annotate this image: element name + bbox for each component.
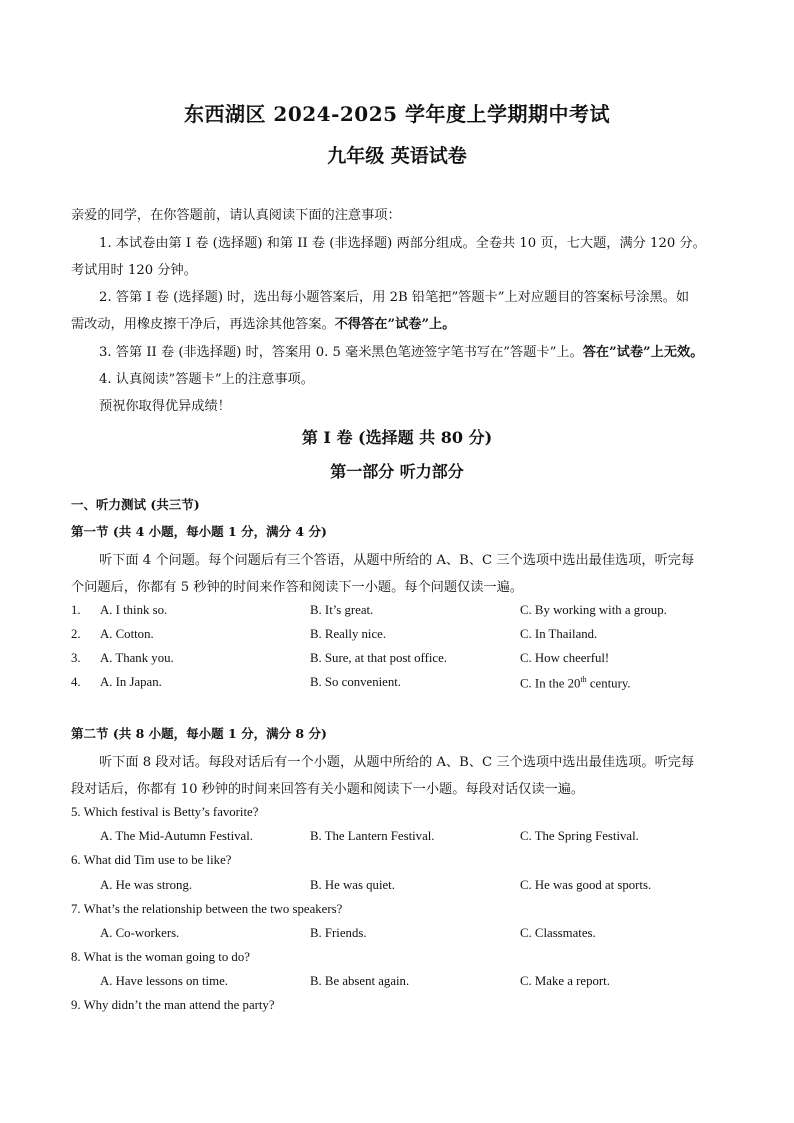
option-b: B. The Lantern Festival. xyxy=(310,829,435,843)
option-row xyxy=(71,829,731,847)
option-c: C. How cheerful! xyxy=(520,651,610,665)
section2-instructions: 听下面 8 段对话。每段对话后有一个小题，从题中所给的 A、B、C 三个选项中选出最佳选项。听完每 xyxy=(99,755,695,770)
question-number: 4. xyxy=(71,675,81,689)
notice-item-4: 4. 认真阅读”答题卡”上的注意事项。 xyxy=(99,372,314,387)
question-text: 7. What’s the relationship between the two speakers? xyxy=(71,902,343,916)
option-c: C. The Spring Festival. xyxy=(520,829,639,843)
option-c: C. Make a report. xyxy=(520,974,610,988)
option-b: B. Sure, at that post office. xyxy=(310,651,447,665)
option-b: B. So convenient. xyxy=(310,675,401,689)
section2-heading: 第二节 (共 8 小题，每小题 1 分，满分 8 分) xyxy=(71,726,327,741)
option-c: C. He was good at sports. xyxy=(520,878,652,892)
option-a: A. Thank you. xyxy=(100,651,174,665)
question-row xyxy=(71,627,731,645)
notice-item-3 xyxy=(99,341,759,360)
option-a: A. Cotton. xyxy=(100,627,154,641)
notice-item-1: 1. 本试卷由第 I 卷 (选择题) 和第 II 卷 (非选择题) 两部分组成。全卷共 10 页，七大题，满分 120 分。 xyxy=(99,236,706,251)
question-number: 2. xyxy=(71,627,81,641)
notice-item-2-cont xyxy=(71,313,731,332)
option-a: A. He was strong. xyxy=(100,878,193,892)
option-b: B. He was quiet. xyxy=(310,878,395,892)
question-text: 6. What did Tim use to be like? xyxy=(71,853,232,867)
section1-instructions: 听下面 4 个问题。每个问题后有三个答语，从题中所给的 A、B、C 三个选项中选出最佳选项，听完每 xyxy=(99,553,695,568)
option-b: B. Really nice. xyxy=(310,627,387,641)
question-number: 1. xyxy=(71,603,81,617)
question-row xyxy=(71,675,731,693)
question-row xyxy=(71,651,731,669)
section1-heading: 第一节 (共 4 小题，每小题 1 分，满分 4 分) xyxy=(71,524,327,539)
notice-item-2-text: 需改动，用橡皮擦干净后，再选涂其他答案。 xyxy=(71,317,335,332)
notice-item-1-cont: 考试用时 120 分钟。 xyxy=(71,263,197,278)
notice-wish: 预祝你取得优异成绩！ xyxy=(99,399,231,414)
option-a: A. The Mid-Autumn Festival. xyxy=(100,829,253,843)
notice-item-2-warning: 不得答在”试卷”上。 xyxy=(334,317,456,332)
question-text: 8. What is the woman going to do? xyxy=(71,950,250,964)
exam-title: 东西湖区 2024-2025 学年度上学期期中考试 xyxy=(183,102,611,126)
option-a: A. Co-workers. xyxy=(100,926,180,940)
option-c: C. By working with a group. xyxy=(520,603,667,617)
option-row xyxy=(71,926,731,944)
option-row xyxy=(71,878,731,896)
section2-instructions-cont: 段对话后，你都有 10 秒钟的时间来回答有关小题和阅读下一小题。每段对话仅读一遍。 xyxy=(71,782,585,797)
question-row xyxy=(71,603,731,621)
notice-item-3-text: 3. 答第 II 卷 (非选择题) 时，答案用 0. 5 毫米黑色笔迹签字笔书写在”答题卡”上。 xyxy=(99,345,583,360)
question-number: 3. xyxy=(71,651,81,665)
question-text: 5. Which festival is Betty’s favorite? xyxy=(71,805,259,819)
option-c: C. In Thailand. xyxy=(520,627,598,641)
option-a: A. In Japan. xyxy=(100,675,162,689)
option-b: B. Be absent again. xyxy=(310,974,410,988)
listening-heading: 一、听力测试 (共三节) xyxy=(71,497,200,512)
option-c: C. Classmates. xyxy=(520,926,596,940)
option-b: B. Friends. xyxy=(310,926,367,940)
question-text: 9. Why didn’t the man attend the party? xyxy=(71,998,275,1012)
notice-item-2: 2. 答第 I 卷 (选择题) 时，选出每小题答案后，用 2B 铅笔把”答题卡”上对应题目的答案标号涂黑。如 xyxy=(99,290,690,305)
volume-title: 第 I 卷 (选择题 共 80 分) xyxy=(301,428,493,447)
option-c: C. In the 20th century. xyxy=(520,675,631,691)
notice-intro: 亲爱的同学，在你答题前，请认真阅读下面的注意事项： xyxy=(71,208,401,223)
notice-item-3-warning: 答在”试卷”上无效。 xyxy=(582,345,704,360)
section-title: 第一部分 听力部分 xyxy=(330,462,464,481)
option-a: A. I think so. xyxy=(100,603,168,617)
section1-instructions-cont: 个问题后，你都有 5 秒钟的时间来作答和阅读下一小题。每个问题仅读一遍。 xyxy=(71,580,523,595)
option-row xyxy=(71,974,731,992)
exam-subtitle: 九年级 英语试卷 xyxy=(327,145,467,167)
option-a: A. Have lessons on time. xyxy=(100,974,228,988)
option-b: B. It’s great. xyxy=(310,603,374,617)
